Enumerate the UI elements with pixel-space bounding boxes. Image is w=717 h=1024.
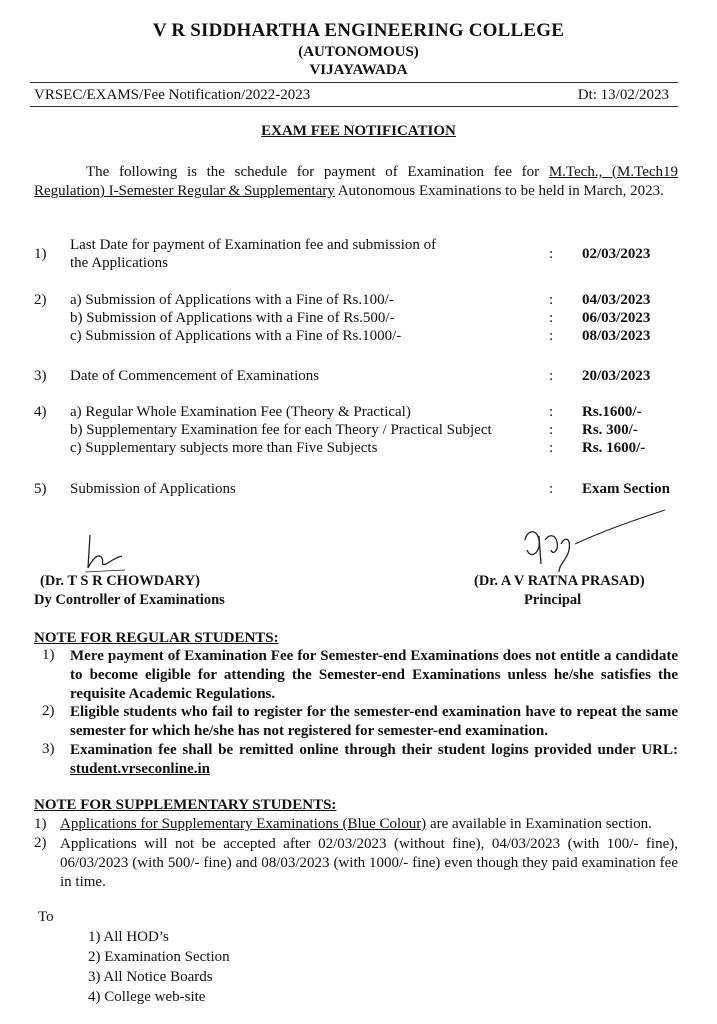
schedule-value: Rs. 300/-	[582, 422, 638, 438]
schedule-value: 04/03/2023	[582, 292, 651, 308]
schedule-item-text: c) Supplementary subjects more than Five Subjects	[70, 440, 378, 456]
header-rule-bottom	[30, 106, 678, 107]
schedule-colon: :	[549, 440, 554, 456]
regular-note-number: 2)	[42, 703, 55, 719]
schedule-value: Exam Section	[582, 481, 670, 497]
to-label: To	[38, 909, 54, 925]
schedule-colon: :	[549, 246, 554, 262]
student-portal-link[interactable]: student.vrseconline.in	[70, 761, 211, 777]
schedule-number: 1)	[34, 246, 47, 262]
regular-note-text	[70, 647, 678, 704]
supplementary-notes-heading: NOTE FOR SUPPLEMENTARY STUDENTS:	[34, 797, 337, 813]
schedule-number: 4)	[34, 404, 47, 420]
recipient-item: 2) Examination Section	[88, 949, 230, 965]
supp-note-1-underlined: Applications for Supplementary Examinations (Blue Colour)	[60, 816, 427, 832]
schedule-colon: :	[549, 310, 554, 326]
schedule-item-text: c) Submission of Applications with a Fine of Rs.1000/-	[70, 328, 402, 344]
notice-title: EXAM FEE NOTIFICATION	[261, 123, 456, 139]
city-label: VIJAYAWADA	[309, 62, 408, 78]
header-rule	[30, 82, 678, 83]
intro-course: M.Tech., (M.Tech19 Regulation) I-Semester Regular & Supplementary	[34, 164, 679, 199]
signatory-left-role: Dy Controller of Examinations	[34, 592, 225, 608]
regular-note-body: Examination fee shall be remitted online through their student logins provided under URL:	[70, 742, 678, 758]
schedule-number: 2)	[34, 292, 47, 308]
recipient-item: 3) All Notice Boards	[88, 969, 213, 985]
recipient-item: 1) All HOD’s	[88, 929, 169, 945]
intro-text-2: Autonomous Examinations to be held in March, 2023.	[334, 183, 664, 199]
schedule-item-text: b) Supplementary Examination fee for each Theory / Practical Subject	[70, 422, 492, 438]
signatory-right-name: (Dr. A V RATNA PRASAD)	[474, 573, 645, 589]
regular-note-number: 1)	[42, 647, 55, 663]
regular-note-body: Eligible students who fail to register for the semester-end examination have to repeat the same semester for which he/she has not registered for semester-end examination.	[70, 704, 678, 739]
schedule-value: 08/03/2023	[582, 328, 651, 344]
schedule-item-text: a) Regular Whole Examination Fee (Theory & Practical)	[70, 404, 411, 420]
schedule-value: 06/03/2023	[582, 310, 651, 326]
schedule-item-text: Last Date for payment of Examination fee and submission of	[70, 237, 437, 253]
supp-note-1-num: 1)	[34, 816, 47, 832]
signature-left-icon	[70, 530, 140, 575]
supp-note-2-num: 2)	[34, 835, 47, 851]
regular-note-text	[70, 741, 678, 779]
schedule-colon: :	[549, 368, 554, 384]
schedule-value: Rs.1600/-	[582, 404, 642, 420]
regular-note-body: Mere payment of Examination Fee for Semester-end Examinations does not entitle a candidate to become eligible for attending the Semester-end Examinations unless he/she satisfies the requisite Academic Regulations.	[70, 648, 678, 702]
signature-right-icon	[505, 500, 675, 575]
schedule-value: Rs. 1600/-	[582, 440, 646, 456]
intro-paragraph	[34, 163, 678, 201]
schedule-colon: :	[549, 292, 554, 308]
schedule-value: 02/03/2023	[582, 246, 651, 262]
recipient-item: 4) College web-site	[88, 989, 206, 1005]
regular-note-text	[70, 703, 678, 741]
schedule-value: 20/03/2023	[582, 368, 651, 384]
schedule-colon: :	[549, 422, 554, 438]
supp-note-1-text: are available in Examination section.	[426, 816, 652, 832]
schedule-item-text: a) Submission of Applications with a Fine of Rs.100/-	[70, 292, 394, 308]
college-name: V R SIDDHARTHA ENGINEERING COLLEGE	[152, 20, 565, 41]
regular-notes-heading: NOTE FOR REGULAR STUDENTS:	[34, 630, 279, 646]
regular-note-number: 3)	[42, 741, 55, 757]
schedule-colon: :	[549, 404, 554, 420]
supp-note-2-text: Applications will not be accepted after 02/03/2023 (without fine), 04/03/2023 (with 100/- fine), 06/03/2023 (with 500/- fine) and 08/03/2023 (with 1000/- fine) even though they paid examination fee in time.	[60, 836, 678, 890]
schedule-item-text: Date of Commencement of Examinations	[70, 368, 320, 384]
schedule-item-text: Submission of Applications	[70, 481, 236, 497]
signatory-right-role: Principal	[524, 592, 582, 608]
schedule-item-text: b) Submission of Applications with a Fine of Rs.500/-	[70, 310, 395, 326]
schedule-number: 5)	[34, 481, 47, 497]
notice-date: Dt: 13/02/2023	[577, 87, 669, 103]
reference-number: VRSEC/EXAMS/Fee Notification/2022-2023	[34, 87, 311, 103]
schedule-colon: :	[549, 328, 554, 344]
schedule-number: 3)	[34, 368, 47, 384]
supp-note-1	[60, 816, 652, 833]
schedule-colon: :	[549, 481, 554, 497]
signatory-left-name: (Dr. T S R CHOWDARY)	[40, 573, 200, 589]
intro-text-1: The following is the schedule for payment of Examination fee for	[86, 164, 549, 180]
autonomous-label: (AUTONOMOUS)	[298, 44, 419, 60]
schedule-item-text: the Applications	[70, 255, 168, 271]
